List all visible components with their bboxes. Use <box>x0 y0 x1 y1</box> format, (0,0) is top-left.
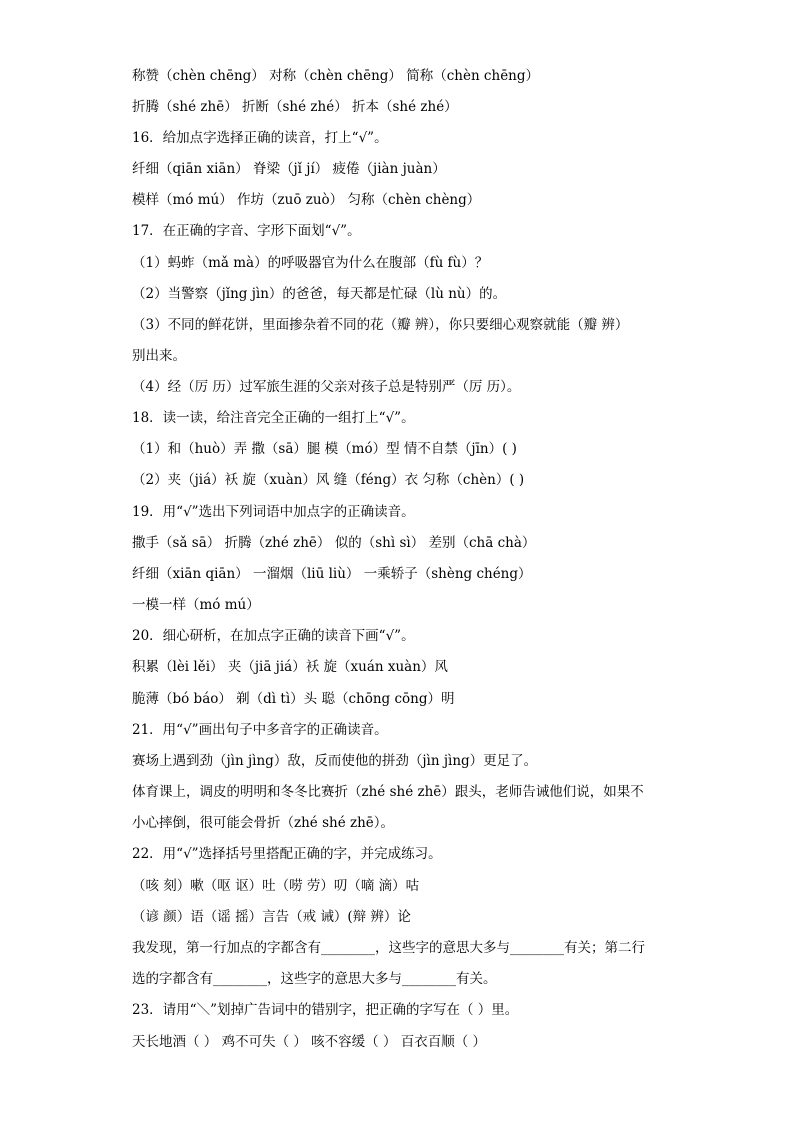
line-chenzan: 称赞（chèn chēng） 对称（chèn chēng） 简称（chèn chēng） <box>132 68 540 84</box>
question-20-row-1: 积累（lèi lěi） 夹（jiā jiá）袄 旋（xuán xuàn）风 <box>132 659 448 675</box>
question-17-item-4: （4）经（厉 历）过军旅生涯的父亲对孩子总是特别严（厉 历）。 <box>132 379 521 395</box>
question-19-row-3: 一模一样（mó mú） <box>132 597 260 613</box>
question-17-title: 17．在正确的字音、字形下面划“√”。 <box>132 223 361 239</box>
question-17-item-2: （2）当警察（jǐng jìn）的爸爸，每天都是忙碌（lù nù）的。 <box>132 286 507 302</box>
question-21-sentence-2-cont: 小心摔倒，很可能会骨折（zhé shé zhē）。 <box>132 815 395 831</box>
question-23-row: 天长地酒（ ） 鸡不可失（ ） 咳不容缓（ ） 百衣百顺（ ） <box>132 1034 487 1050</box>
line-zheteng: 折腾（shé zhē） 折断（shé zhé） 折本（shé zhé） <box>132 99 458 115</box>
question-17-item-3-cont: 别出来。 <box>132 348 186 364</box>
question-21-sentence-2: 体育课上，调皮的明明和冬冬比赛折（zhé shé zhē）跟头，老师告诫他们说，如果不 <box>132 784 644 800</box>
question-22-row-2: （谚 颜）语（谣 摇）言告（戒 诫）(辩 辨）论 <box>132 909 411 925</box>
question-22-fill-1: 我发现，第一行加点的字都含有________，这些字的意思大多与________有关；第二行 <box>132 940 645 956</box>
question-21-title: 21．用“√”画出句子中多音字的正确读音。 <box>132 722 388 738</box>
question-21-sentence-1: 赛场上遇到劲（jìn jìng）敌，反而使他的拼劲（jìn jìng）更足了。 <box>132 753 538 769</box>
question-17-item-3: （3）不同的鲜花饼，里面掺杂着不同的花（瓣 辨），你只要细心观察就能（瓣 辨） <box>132 317 629 333</box>
question-18-item-1: （1）和（huò）弄 撒（sā）腿 模（mó）型 情不自禁（jīn）( ) <box>132 441 517 457</box>
question-16-row-1: 纤细（qiān xiān） 脊梁（jǐ jí） 疲倦（jiàn juàn） <box>132 161 446 177</box>
question-19-title: 19．用“√”选出下列词语中加点字的正确读音。 <box>132 504 415 520</box>
question-17-item-1: （1）蚂蚱（mǎ mà）的呼吸器官为什么在腹部（fù fù）？ <box>132 255 489 271</box>
question-16-row-2: 模样（mó mú） 作坊（zuō zuò） 匀称（chèn chèng） <box>132 192 481 208</box>
question-22-row-1: （咳 刻）嗽（呕 讴）吐（唠 劳）叨（嘀 滴）咕 <box>132 878 420 894</box>
question-16-title: 16．给加点字选择正确的读音，打上“√”。 <box>132 130 388 146</box>
question-20-title: 20．细心研析，在加点字正确的读音下画“√”。 <box>132 628 415 644</box>
question-19-row-2: 纤细（xiān qiān） 一溜烟（liū liù） 一乘轿子（shèng chéng） <box>132 566 532 582</box>
question-18-item-2: （2）夹（jiá）袄 旋（xuàn）风 缝（féng）衣 匀称（chèn）( ) <box>132 472 525 488</box>
question-18-title: 18．读一读，给注音完全正确的一组打上“√”。 <box>132 410 415 426</box>
question-22-fill-2: 选的字都含有________，这些字的意思大多与________有关。 <box>132 971 497 987</box>
question-23-title: 23．请用“＼”划掉广告词中的错别字，把正确的字写在（ ）里。 <box>132 1002 519 1018</box>
question-20-row-2: 脆薄（bó báo） 剃（dì tì）头 聪（chōng cōng）明 <box>132 691 455 707</box>
question-19-row-1: 撒手（sǎ sā） 折腾（zhé zhē） 似的（shì sì） 差别（chā chà） <box>132 535 536 551</box>
question-22-title: 22．用“√”选择括号里搭配正确的字，并完成练习。 <box>132 846 442 862</box>
